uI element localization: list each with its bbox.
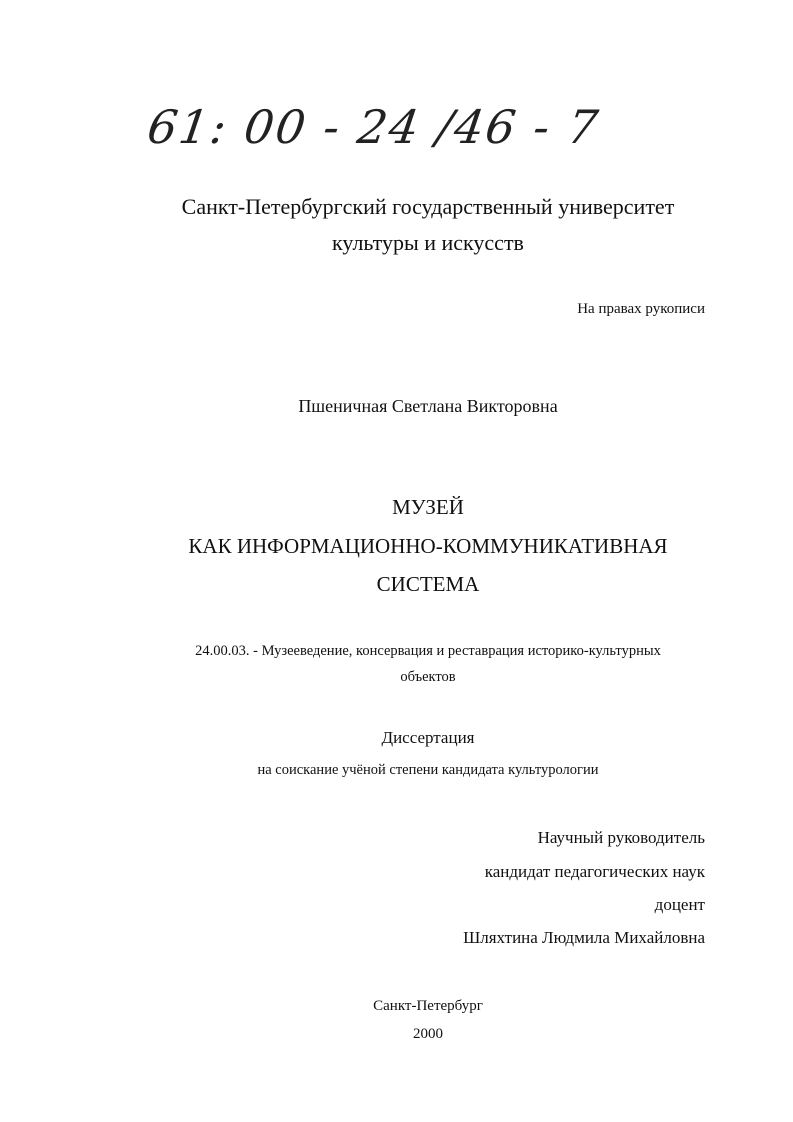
supervisor-title: доцент [654, 895, 705, 914]
year: 2000 [413, 1026, 443, 1042]
degree-line: на соискание учёной степени кандидата культурологии [257, 762, 599, 778]
work-type: Диссертация [381, 728, 475, 747]
supervisor-degree: кандидат педагогических наук [484, 862, 705, 881]
specialty-line-2: объектов [400, 669, 456, 685]
manuscript-note: На правах рукописи [577, 301, 705, 317]
author-name: Пшеничная Светлана Викторовна [298, 396, 558, 416]
handwritten-catalog-code: 61: 00 - 24 /46 - 7 [144, 100, 604, 154]
university-name-line2: культуры и искусств [332, 230, 524, 255]
supervisor-label: Научный руководитель [537, 828, 705, 847]
title-line-1: МУЗЕЙ [392, 495, 464, 519]
university-name-line1: Санкт-Петербургский государственный университет [181, 194, 675, 219]
supervisor-name: Шляхтина Людмила Михайловна [463, 928, 705, 947]
specialty-line-1: 24.00.03. - Музееведение, консервация и реставрация историко-культурных [195, 643, 661, 659]
city: Санкт-Петербург [373, 998, 483, 1014]
title-line-3: СИСТЕМА [376, 572, 480, 596]
title-line-2: КАК ИНФОРМАЦИОННО-КОММУНИКАТИВНАЯ [188, 534, 668, 558]
